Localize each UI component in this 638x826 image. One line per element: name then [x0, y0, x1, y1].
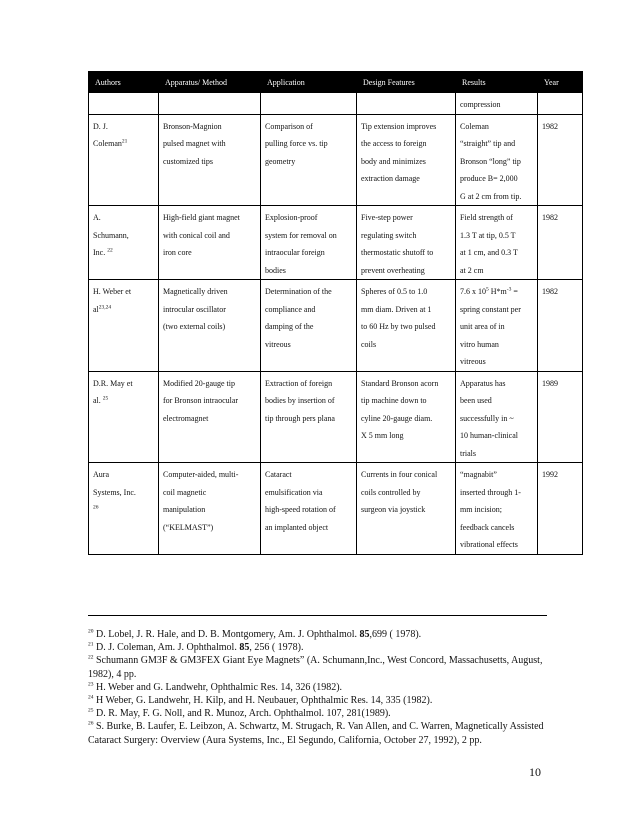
- year-cell: 1982: [538, 114, 583, 206]
- design-cell: Tip extension improves the access to foreign body and minimizes extraction damage: [357, 114, 456, 206]
- results-cell: compression: [456, 93, 538, 115]
- design-cell: Spheres of 0.5 to 1.0 mm diam. Driven at 1 to 60 Hz by two pulsed coils: [357, 280, 456, 372]
- header-application: Application: [261, 72, 357, 93]
- footnotes: [88, 628, 558, 747]
- authors-cell: D.R. May et al. $^{25}$: [89, 371, 159, 463]
- footnote-separator: [88, 615, 547, 616]
- footnote-23: $^{23}$ H. Weber and G. Landwehr, Ophthalmic Res. 14, 326 (1982).: [88, 681, 343, 693]
- header-year: Year: [538, 72, 583, 93]
- design-cell: Currents in four conical coils controlled by surgeon via joystick: [357, 463, 456, 555]
- application-cell: Determination of the compliance and damping of the vitreous: [261, 280, 357, 372]
- method-cell: Modified 20-gauge tip for Bronson intraocular electromagnet: [159, 371, 261, 463]
- results-cell: Apparatus has been used successfully in ~ 10 human-clinical trials: [456, 371, 538, 463]
- footnote-24: $^{24}$ H Weber, G. Landwehr, H. Kilp, and H. Neubauer, Ophthalmic Res. 14, 335 (1982).: [88, 694, 433, 707]
- results-cell: “magnabit” inserted through 1- mm incision; feedback cancels vibrational effects: [456, 463, 538, 555]
- table-header-row: [89, 72, 583, 93]
- year-cell: 1992: [538, 463, 583, 555]
- authors-cell: D. J. Coleman$^{21}$: [89, 114, 159, 206]
- footnote-26: $^{26}$ S. Burke, B. Laufer, E. Leibzon, A. Schwartz, M. Strugach, R. Van Allen, and C. Warren, Magnetically Assisted Cataract Surgery: Overview (Aura Systems, Inc., El Segundo, California, October 27, 1992), 2 pp.: [88, 721, 544, 746]
- application-cell: Explosion-proof system for removal on intraocular foreign bodies: [261, 206, 357, 280]
- authors-cell: A. Schumann, Inc. $^{22}$: [89, 206, 159, 280]
- footnote-21: $^{21}$ D. J. Coleman, Am. J. Ophthalmol. 85, 256 ( 1978).: [88, 641, 304, 654]
- header-authors: Authors: [89, 72, 159, 93]
- header-design-features: Design Features: [357, 72, 456, 93]
- method-cell: High-field giant magnet with conical coil and iron core: [159, 206, 261, 280]
- authors-cell: H. Weber et al$^{23,24}$: [89, 280, 159, 372]
- spring-constant-value: 7.6 x $10^5$ $H*m^{-3}$ =: [460, 286, 518, 296]
- header-apparatus-method: Apparatus/ Method: [159, 72, 261, 93]
- table-row-may: [89, 371, 583, 463]
- design-cell: Five-step power regulating switch thermostatic shutoff to prevent overheating: [357, 206, 456, 280]
- table-row-continuation: [89, 93, 583, 115]
- footnote-20: $^{20}$ D. Lobel, J. R. Hale, and D. B. Montgomery, Am. J. Ophthalmol. 85,699 ( 1978).: [88, 628, 422, 640]
- application-cell: Cataract emulsification via high-speed rotation of an implanted object: [261, 463, 357, 555]
- method-cell: Computer-aided, multi- coil magnetic manipulation (“KELMAST”): [159, 463, 261, 555]
- year-cell: 1989: [538, 371, 583, 463]
- table-row-aura: [89, 463, 583, 555]
- method-cell: Magnetically driven introcular oscillator (two external coils): [159, 280, 261, 372]
- application-cell: Extraction of foreign bodies by insertion of tip through pers plana: [261, 371, 357, 463]
- results-cell: Field strength of 1.3 T at tip, 0.5 T at 1 cm, and 0.3 T at 2 cm: [456, 206, 538, 280]
- page-number: 10: [529, 765, 541, 779]
- table-row-coleman: [89, 114, 583, 206]
- table-row-schumann: [89, 206, 583, 280]
- footnote-22: $^{22}$ Schumann GM3F & GM3FEX Giant Eye Magnets” (A. Schumann,Inc., West Concord, Massachusetts, August, 1982), 4 pp.: [88, 655, 543, 680]
- footnote-25: $^{25}$ D. R. May, F. G. Noll, and R. Munoz, Arch. Ophthalmol. 107, 281(1989).: [88, 707, 391, 720]
- literature-table: [88, 71, 583, 555]
- design-cell: Standard Bronson acorn tip machine down to cyline 20-gauge diam. X 5 mm long: [357, 371, 456, 463]
- year-cell: 1982: [538, 206, 583, 280]
- header-results: Results: [456, 72, 538, 93]
- results-cell: 7.6 x $10^5$ $H*m^{-3}$ = spring constant per unit area of in vitro human vitreous: [456, 280, 538, 372]
- authors-cell: Aura Systems, Inc. $^{26}$: [89, 463, 159, 555]
- year-cell: 1982: [538, 280, 583, 372]
- application-cell: Comparison of pulling force vs. tip geometry: [261, 114, 357, 206]
- results-cell: Coleman “straight” tip and Bronson “long” tip produce B= 2,000 G at 2 cm from tip.: [456, 114, 538, 206]
- table-row-weber: [89, 280, 583, 372]
- method-cell: Bronson-Magnion pulsed magnet with customized tips: [159, 114, 261, 206]
